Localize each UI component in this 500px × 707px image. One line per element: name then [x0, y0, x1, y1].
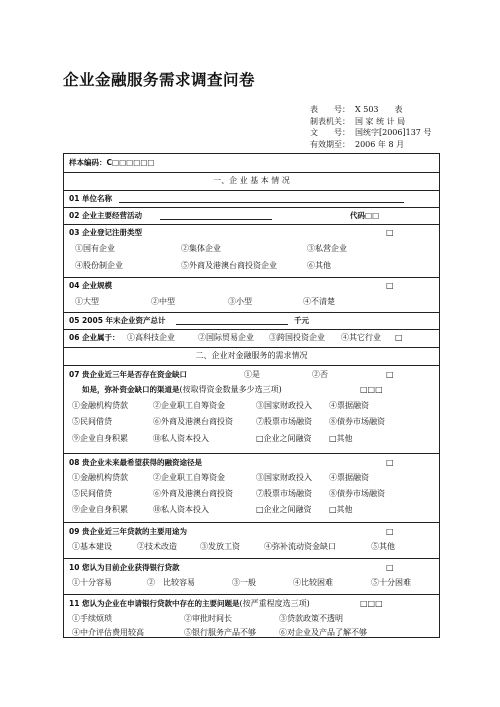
q09-row	[64, 522, 439, 559]
form-meta	[310, 104, 431, 150]
sample-code[interactable]: 样本编码：C□□□□□□	[69, 158, 155, 167]
q07-label: 07 贵企业近三年是否存在资金缺口	[69, 370, 188, 379]
q07-sub-answer-boxes[interactable]: □□□	[360, 385, 383, 394]
q09-option[interactable]: ③发放工资	[200, 542, 240, 551]
section-1-header	[64, 172, 439, 191]
q08-label: 08 贵企业未来最希望获得的融资途径是	[69, 458, 203, 467]
q10-label: 10 您认为目前企业获得银行贷款	[69, 563, 180, 572]
q01-row	[64, 190, 439, 208]
q10-answer-box[interactable]: □	[386, 563, 394, 572]
q03-answer-box[interactable]: □	[386, 228, 394, 237]
q11-option[interactable]: ④中介评估费用较高	[72, 628, 144, 637]
q03-option[interactable]: ③私营企业	[307, 244, 347, 253]
q08-option[interactable]: ⑨企业自身积累	[72, 505, 128, 514]
q03-label: 03 企业登记注册类型	[69, 228, 143, 237]
q09-option[interactable]: ②技术改造	[137, 542, 177, 551]
form-no-value: X 503 表	[355, 105, 403, 114]
q04-option[interactable]: ③小型	[228, 297, 252, 306]
q03-option[interactable]: ④股份制企业	[75, 261, 123, 270]
q08-option[interactable]: ②企业职工自筹资金	[153, 473, 225, 482]
q06-option[interactable]: ②国际贸易企业	[198, 333, 254, 342]
q04-option[interactable]: ①大型	[75, 297, 99, 306]
q05-input-line[interactable]	[176, 316, 288, 325]
q07-option-yes[interactable]: ①是	[244, 370, 260, 379]
q11-question	[69, 599, 310, 609]
q07-sub-question	[82, 385, 282, 395]
q05-label: 05 2005 年末企业资产总计	[69, 316, 166, 325]
q03-row	[64, 224, 439, 278]
form-no-label: 表 号：	[310, 105, 350, 114]
q04-answer-box[interactable]: □	[386, 281, 394, 290]
q07-option[interactable]: ⑨企业自身积累	[72, 434, 128, 443]
q06-option[interactable]: ①高科技企业	[127, 333, 175, 342]
q11-option[interactable]: ②审批时间长	[184, 614, 232, 623]
q07-row	[64, 365, 439, 454]
sample-code-row	[64, 154, 439, 173]
q09-label: 09 贵企业近三年贷款的主要用途为	[69, 527, 188, 536]
section-2-title: 二、企业对金融服务的需求情况	[195, 351, 308, 360]
q10-option[interactable]: ② 比较容易	[147, 578, 195, 587]
q11-answer-boxes[interactable]: □□□	[360, 599, 383, 608]
q06-answer-box[interactable]: □	[395, 333, 403, 342]
q03-option[interactable]: ②集体企业	[181, 244, 221, 253]
q09-option[interactable]: ④弥补流动资金缺口	[264, 542, 336, 551]
q09-option[interactable]: ⑤其他	[371, 542, 395, 551]
q07-option[interactable]: ⑦股票市场融资	[256, 417, 312, 426]
q11-row	[64, 594, 439, 639]
q07-option[interactable]: ③国家财政投入	[256, 401, 312, 410]
q11-option[interactable]: ①手续烦琐	[72, 614, 112, 623]
q08-option[interactable]: □企业之间融资	[256, 505, 312, 514]
q11-option[interactable]: ③贷款政策不透明	[279, 614, 343, 623]
q08-option[interactable]: ⑤民间借贷	[72, 489, 112, 498]
q08-option[interactable]: ③国家财政投入	[256, 473, 312, 482]
q07-option[interactable]: ⑩私人资本投入	[153, 434, 209, 443]
q10-option[interactable]: ①十分容易	[72, 578, 112, 587]
section-1-title: 一、企 业 基 本 情 况	[213, 176, 290, 185]
q02-code[interactable]: 代码□□	[350, 211, 380, 220]
q07-sub-question-note: (按取得资金数量多少选三项)	[179, 385, 282, 394]
valid-value: 2006 年 8 月	[355, 139, 405, 149]
q01-label: 01 单位名称	[69, 194, 113, 203]
q09-answer-box[interactable]: □	[386, 527, 394, 536]
q04-option[interactable]: ④不清楚	[303, 297, 335, 306]
survey-form	[63, 153, 440, 638]
q07-option[interactable]: ①金融机构贷款	[72, 401, 128, 410]
q07-option[interactable]: ⑤民间借贷	[72, 417, 112, 426]
q07-sub-question-bold: 如是，弥补资金缺口的渠道是	[82, 385, 180, 394]
section-2-header	[64, 347, 439, 366]
q08-answer-box[interactable]: □	[386, 458, 394, 467]
doc-no-value: 国统字[2006]137 号	[355, 128, 432, 137]
q03-option[interactable]: ⑤外商及港澳台商投资企业	[181, 261, 277, 270]
q09-option[interactable]: ①基本建设	[72, 542, 112, 551]
q06-option[interactable]: ③跨国投资企业	[269, 333, 325, 342]
q07-option[interactable]: ②企业职工自筹资金	[153, 401, 225, 410]
q06-label: 06 企业属于：	[69, 333, 120, 342]
valid-label: 有效期至：	[310, 139, 350, 149]
q08-option[interactable]: ⑩私人资本投入	[153, 505, 209, 514]
q11-option[interactable]: ⑥对企业及产品了解不够	[279, 628, 367, 637]
q04-label: 04 企业规模	[69, 281, 113, 290]
q08-option[interactable]: ⑥外商及港澳台商投资	[153, 489, 233, 498]
q07-option[interactable]: □企业之间融资	[256, 434, 312, 443]
issuer-label: 制表机关：	[310, 116, 350, 126]
q02-input-line[interactable]	[160, 211, 272, 220]
q08-option[interactable]: ①金融机构贷款	[72, 473, 128, 482]
q08-option[interactable]: ⑦股票市场融资	[256, 489, 312, 498]
q10-option[interactable]: ⑤十分困难	[371, 578, 411, 587]
q08-option[interactable]: ④票据融资	[329, 473, 369, 482]
q08-option[interactable]: ⑧债券市场融资	[329, 489, 385, 498]
q05-row	[64, 312, 439, 330]
q04-option[interactable]: ②中型	[151, 297, 175, 306]
q03-option[interactable]: ⑥其他	[307, 261, 331, 270]
q07-option[interactable]: ⑥外商及港澳台商投资	[153, 417, 233, 426]
q04-row	[64, 277, 439, 313]
q11-option[interactable]: ⑤银行服务产品不够	[184, 628, 256, 637]
q03-option[interactable]: ①国有企业	[75, 244, 115, 253]
page-title: 企业金融服务需求调查问卷	[63, 71, 256, 89]
q08-option[interactable]: □其他	[329, 505, 353, 514]
q10-option[interactable]: ④比较困难	[293, 578, 333, 587]
q11-note: (按严重程度选三项)	[239, 599, 310, 608]
q10-row	[64, 558, 439, 595]
q06-row	[64, 329, 439, 348]
q07-option[interactable]: ⑧债券市场融资	[329, 417, 385, 426]
q10-option[interactable]: ③一般	[232, 578, 256, 587]
q11-label: 11 您认为企业在申请银行贷款中存在的主要问题是	[69, 599, 240, 608]
q07-option[interactable]: ④票据融资	[329, 401, 369, 410]
q01-input-line[interactable]	[119, 194, 404, 203]
q02-label: 02 企业主要经营活动	[69, 211, 143, 220]
issuer-value: 国 家 统 计 局	[355, 116, 406, 126]
q06-option[interactable]: ④其它行业	[341, 333, 381, 342]
q07-option[interactable]: □其他	[329, 434, 353, 443]
q05-unit: 千元	[294, 316, 309, 325]
q07-option-no[interactable]: ②否	[312, 370, 328, 379]
q08-row	[64, 453, 439, 523]
doc-no-label: 文 号：	[310, 128, 350, 137]
q07-answer-box[interactable]: □	[386, 370, 394, 379]
q02-row	[64, 207, 439, 225]
